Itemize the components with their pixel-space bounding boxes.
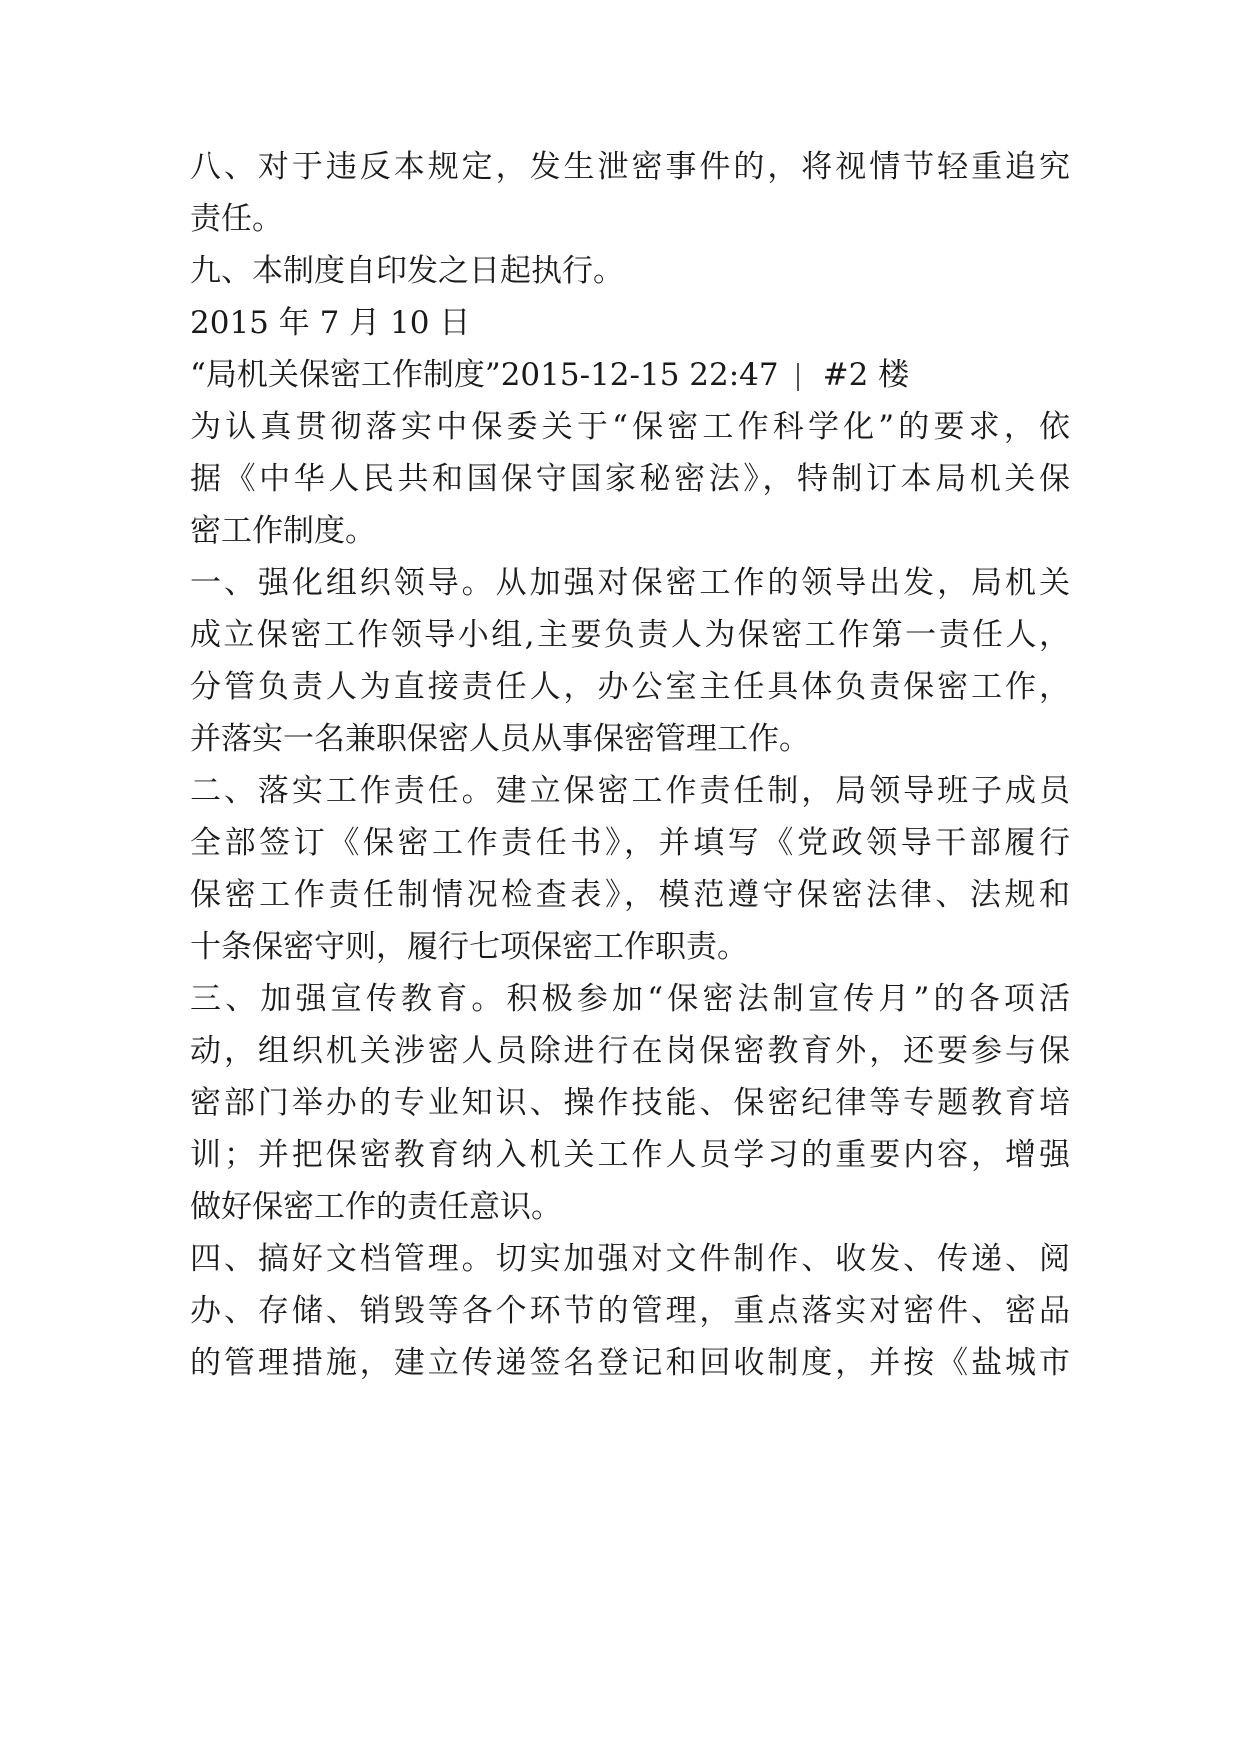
text-line-3: 九、本制度自印发之日起执行。 — [190, 253, 624, 289]
text-line-2: 责任。 — [190, 201, 283, 237]
floor-label: #2 楼 — [822, 357, 910, 393]
post-separator — [797, 363, 799, 391]
text-line-8: 密工作制度。 — [190, 513, 376, 549]
text-line-22: 四、搞好文档管理。切实加强对文件制作、收发、传递、阅 — [190, 1241, 1070, 1277]
text-line-16: 十条保密守则，履行七项保密工作职责。 — [190, 929, 748, 965]
text-line-18: 动，组织机关涉密人员除进行在岗保密教育外，还要参与保 — [190, 1033, 1070, 1069]
text-line-6: 为认真贯彻落实中保委关于“保密工作科学化”的要求，依 — [190, 409, 1070, 445]
text-line-15: 保密工作责任制情况检查表》，模范遵守保密法律、法规和 — [190, 877, 1070, 913]
text-line-17: 三、加强宣传教育。积极参加“保密法制宣传月”的各项活 — [190, 981, 1070, 1017]
text-line-23: 办、存储、销毁等各个环节的管理，重点落实对密件、密品 — [190, 1293, 1070, 1329]
text-line-11: 分管负责人为直接责任人，办公室主任具体负责保密工作， — [190, 669, 1070, 705]
post-title-timestamp: “局机关保密工作制度”2015-12-15 22:47 — [190, 357, 779, 393]
text-line-10: 成立保密工作领导小组,主要负责人为保密工作第一责任人， — [190, 617, 1070, 653]
text-line-14: 全部签订《保密工作责任书》，并填写《党政领导干部履行 — [190, 825, 1070, 861]
text-line-12: 并落实一名兼职保密人员从事保密管理工作。 — [190, 721, 810, 757]
text-line-19: 密部门举办的专业知识、操作技能、保密纪律等专题教育培 — [190, 1085, 1070, 1121]
text-line-9: 一、强化组织领导。从加强对保密工作的领导出发，局机关 — [190, 565, 1070, 601]
date-line: 2015 年 7 月 10 日 — [190, 305, 471, 341]
post-header — [190, 348, 1070, 402]
text-line-21: 做好保密工作的责任意识。 — [190, 1189, 562, 1225]
text-line-20: 训；并把保密教育纳入机关工作人员学习的重要内容，增强 — [190, 1137, 1070, 1173]
text-line-1: 八、对于违反本规定，发生泄密事件的，将视情节轻重追究 — [190, 149, 1070, 185]
text-line-24: 的管理措施，建立传递签名登记和回收制度，并按《盐城市 — [190, 1345, 1070, 1381]
text-line-7: 据《中华人民共和国保守国家秘密法》，特制订本局机关保 — [190, 461, 1070, 497]
text-line-13: 二、落实工作责任。建立保密工作责任制，局领导班子成员 — [190, 773, 1070, 809]
